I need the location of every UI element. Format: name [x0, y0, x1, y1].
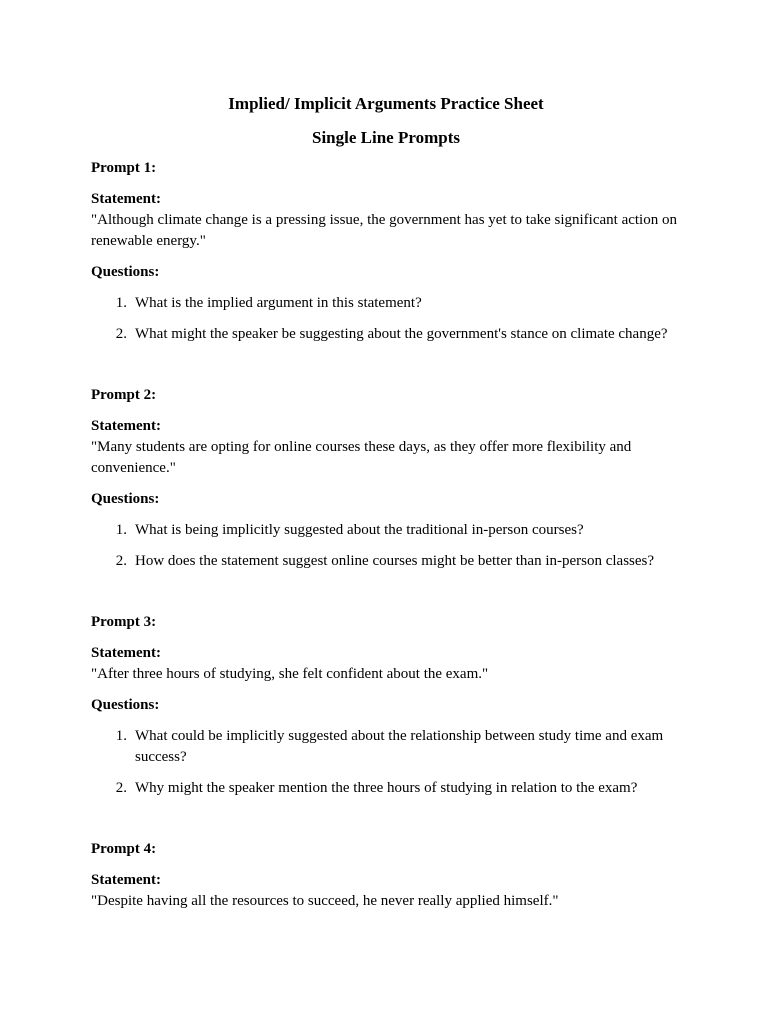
- document-page: [91, 92, 681, 922]
- statement-label: Statement:: [91, 645, 161, 661]
- section-spacer: [91, 582, 681, 612]
- question-text: What could be implicitly suggested about the relationship between study time and exam success?: [135, 728, 664, 765]
- list-item: [91, 778, 681, 799]
- statement-label: Statement:: [91, 418, 161, 434]
- question-text: What is the implied argument in this statement?: [135, 295, 422, 311]
- statement-label: Statement:: [91, 872, 161, 888]
- question-number: 2.: [115, 553, 127, 569]
- prompt-3: [91, 612, 681, 799]
- section-spacer: [91, 809, 681, 839]
- statement-text: "Many students are opting for online courses these days, as they offer more flexibility and convenience.": [91, 439, 632, 476]
- question-text: How does the statement suggest online courses might be better than in-person classes?: [135, 553, 655, 569]
- question-number: 2.: [115, 780, 127, 796]
- statement-text: "Although climate change is a pressing issue, the government has yet to take significant action on renewable energy.": [91, 212, 677, 249]
- question-number: 1.: [115, 522, 127, 538]
- prompt-heading: Prompt 2:: [91, 387, 157, 403]
- question-text: Why might the speaker mention the three hours of studying in relation to the exam?: [135, 780, 638, 796]
- prompt-4: [91, 839, 681, 912]
- prompt-1: [91, 158, 681, 345]
- section-spacer: [91, 355, 681, 385]
- question-list: [91, 293, 681, 345]
- question-number: 1.: [115, 295, 127, 311]
- prompt-heading: Prompt 4:: [91, 841, 157, 857]
- question-number: 1.: [115, 728, 127, 744]
- list-item: [91, 551, 681, 572]
- document-subtitle: Single Line Prompts: [312, 128, 460, 147]
- document-title: Implied/ Implicit Arguments Practice Sheet: [228, 94, 544, 113]
- statement-text: "After three hours of studying, she felt confident about the exam.": [91, 666, 489, 682]
- question-number: 2.: [115, 326, 127, 342]
- list-item: [91, 726, 681, 768]
- question-text: What is being implicitly suggested about the traditional in-person courses?: [135, 522, 584, 538]
- list-item: [91, 293, 681, 314]
- statement-text: "Despite having all the resources to succeed, he never really applied himself.": [91, 893, 559, 909]
- statement-label: Statement:: [91, 191, 161, 207]
- questions-label: Questions:: [91, 697, 160, 713]
- prompt-2: [91, 385, 681, 572]
- question-list: [91, 520, 681, 572]
- question-text: What might the speaker be suggesting about the government's stance on climate change?: [135, 326, 668, 342]
- prompt-heading: Prompt 3:: [91, 614, 157, 630]
- questions-label: Questions:: [91, 491, 160, 507]
- list-item: [91, 520, 681, 541]
- list-item: [91, 324, 681, 345]
- prompt-heading: Prompt 1:: [91, 160, 157, 176]
- question-list: [91, 726, 681, 799]
- questions-label: Questions:: [91, 264, 160, 280]
